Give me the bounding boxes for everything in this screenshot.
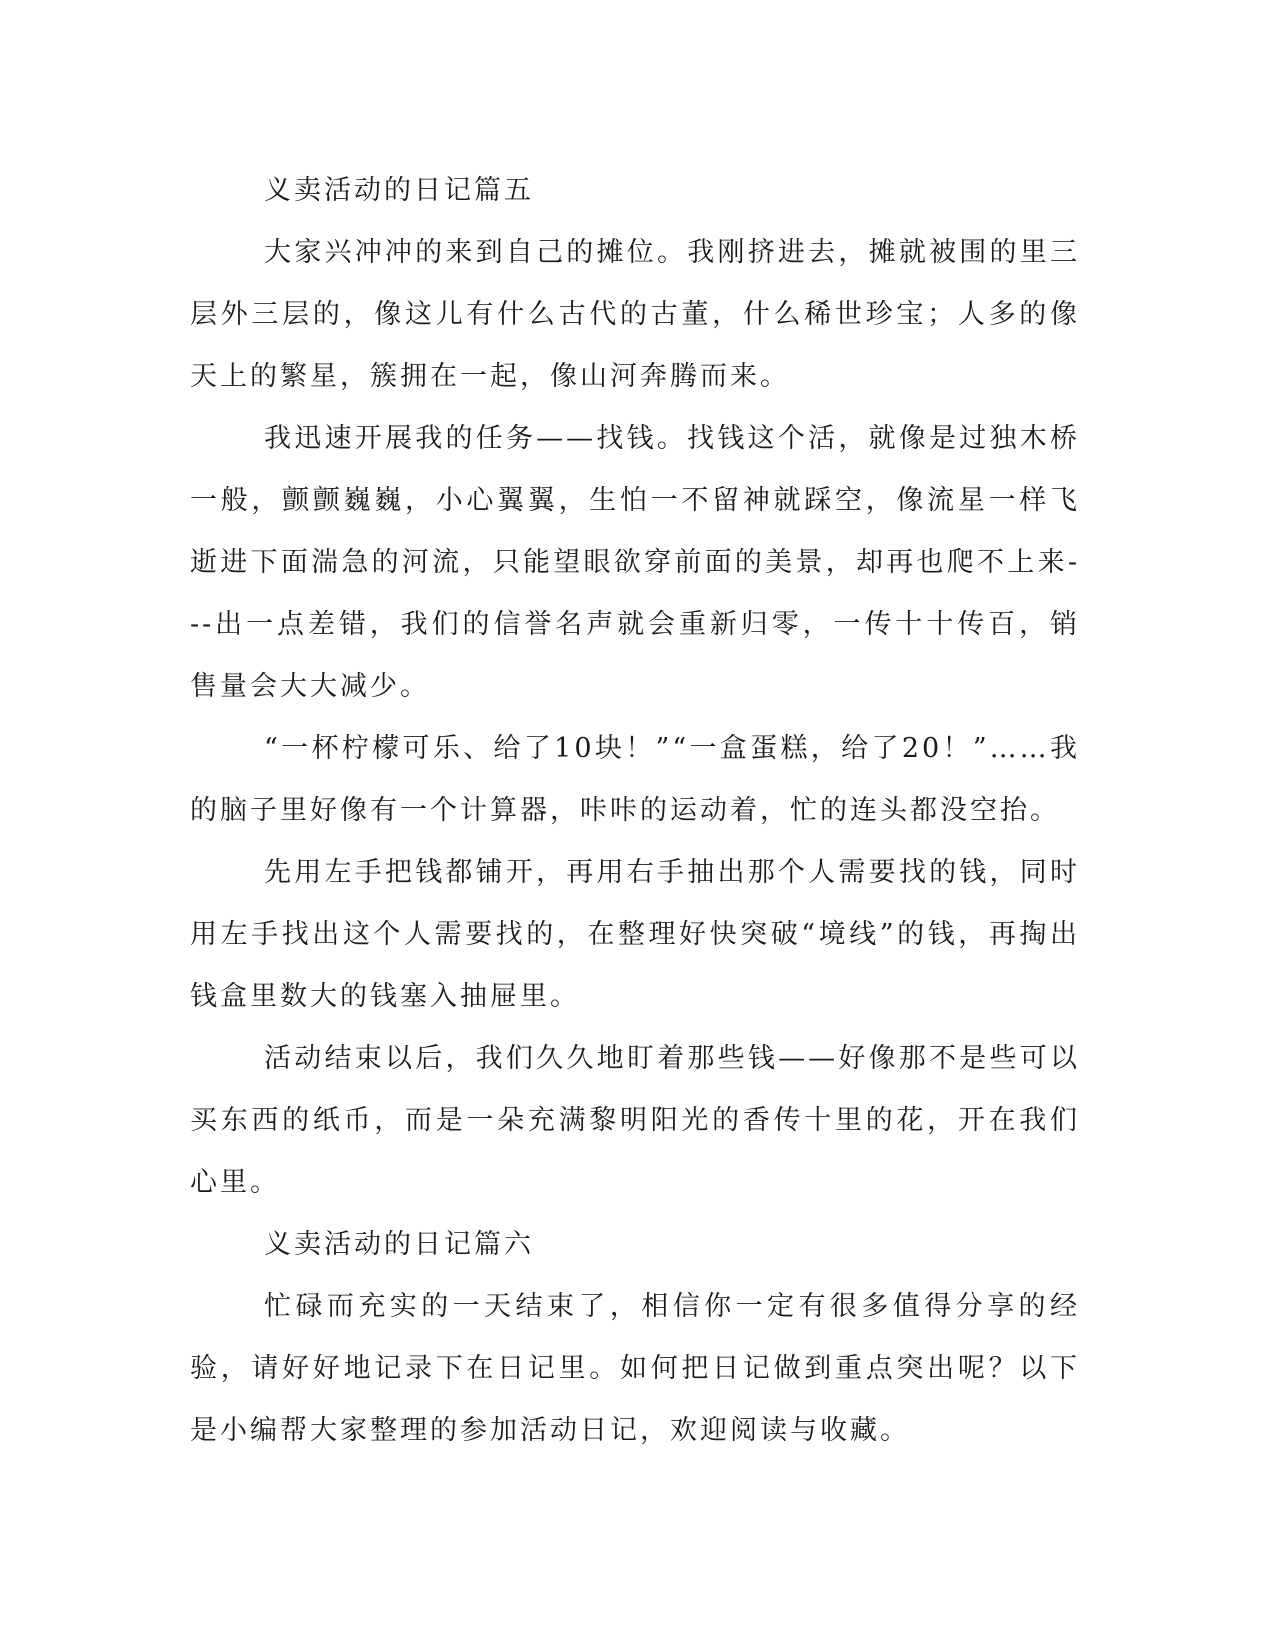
paragraph: 先用左手把钱都铺开，再用右手抽出那个人需要找的钱，同时用左手找出这个人需要找的，在整理好快突破“境线”的钱，再掏出钱盒里数大的钱塞入抽屉里。 — [190, 857, 1080, 1012]
paragraph: “一杯柠檬可乐、给了10块！”“一盒蛋糕，给了20！”……我的脑子里好像有一个计算器，咔咔的运动着，忙的连头都没空抬。 — [190, 733, 1080, 826]
paragraph: 我迅速开展我的任务——找钱。找钱这个活，就像是过独木桥一般，颤颤巍巍，小心翼翼，生怕一不留神就踩空，像流星一样飞逝进下面湍急的河流，只能望眼欲穿前面的美景，却再也爬不上来---出一点差错，我们的信誉名声就会重新归零，一传十十传百，销售量会大大减少。 — [190, 423, 1080, 702]
paragraph: 忙碌而充实的一天结束了，相信你一定有很多值得分享的经验，请好好地记录下在日记里。如何把日记做到重点突出呢？以下是小编帮大家整理的参加活动日记，欢迎阅读与收藏。 — [190, 1291, 1080, 1446]
section-heading-6: 义卖活动的日记篇六 — [264, 1229, 534, 1260]
paragraph: 大家兴冲冲的来到自己的摊位。我刚挤进去，摊就被围的里三层外三层的，像这儿有什么古代的古董，什么稀世珍宝；人多的像天上的繁星，簇拥在一起，像山河奔腾而来。 — [190, 237, 1080, 392]
paragraph: 活动结束以后，我们久久地盯着那些钱——好像那不是些可以买东西的纸币，而是一朵充满黎明阳光的香传十里的花，开在我们心里。 — [190, 1043, 1080, 1198]
section-heading-5: 义卖活动的日记篇五 — [264, 175, 534, 206]
document-body — [190, 160, 1080, 1462]
